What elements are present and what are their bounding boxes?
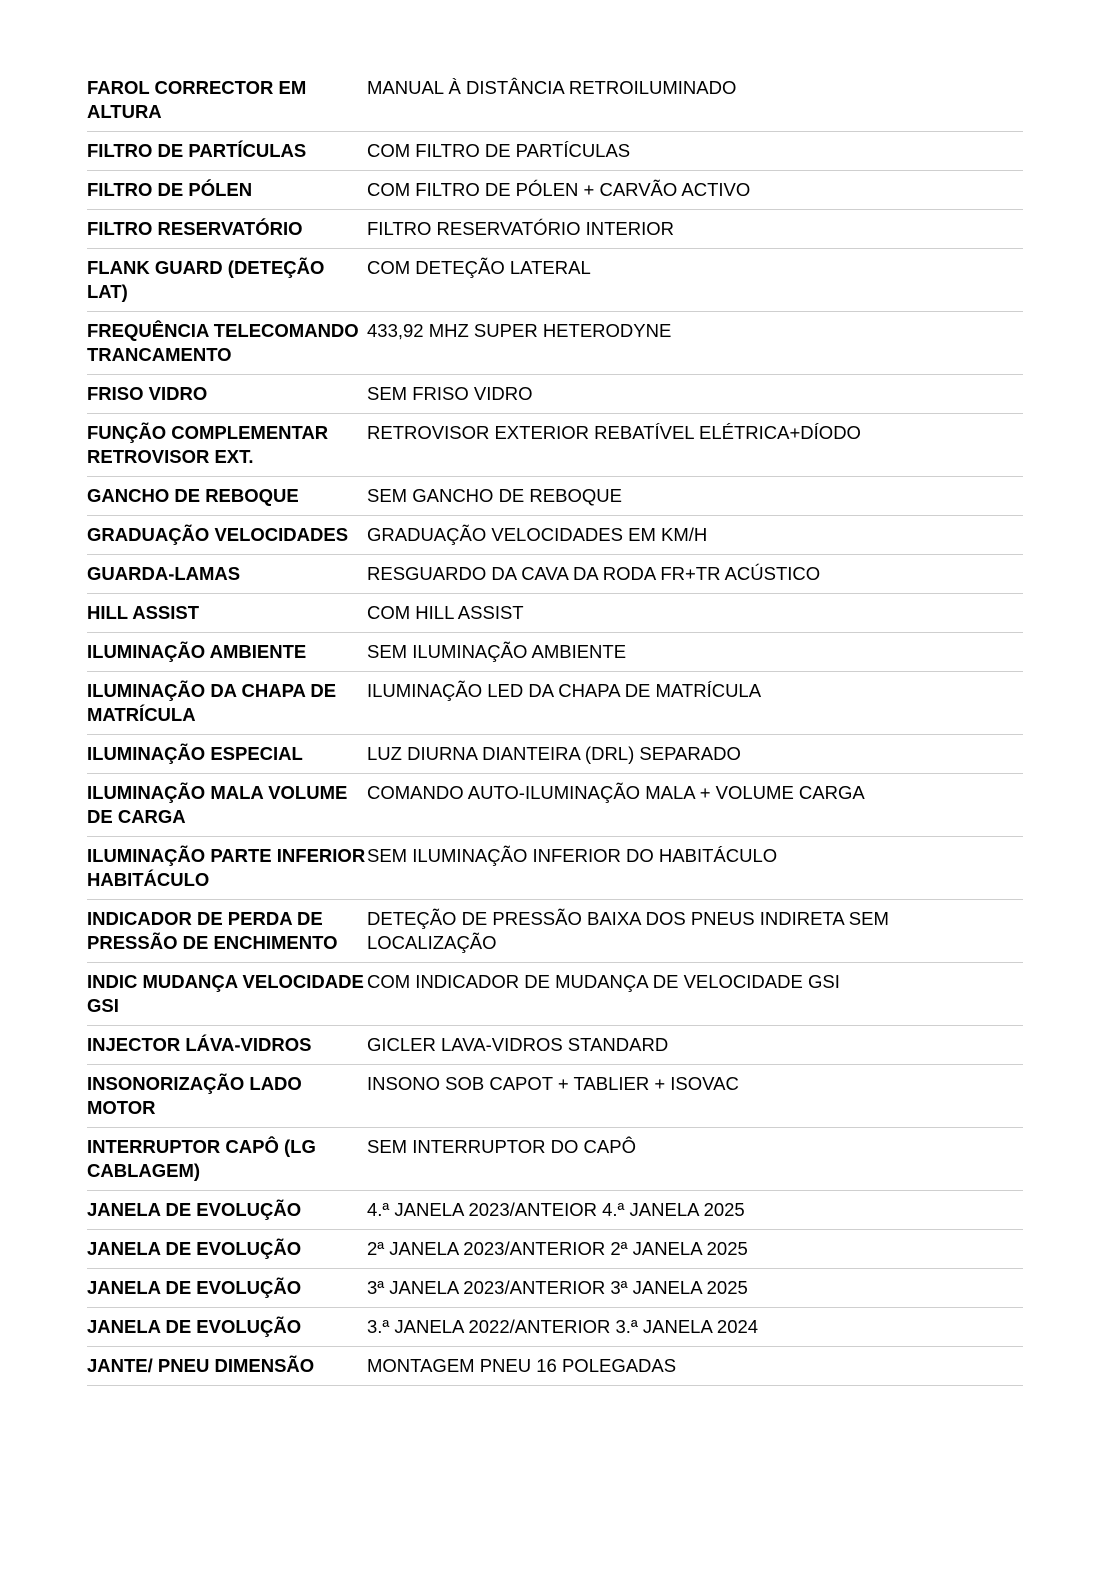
spec-value: SEM ILUMINAÇÃO AMBIENTE [367,641,627,662]
spec-value: 3ª JANELA 2023/ANTERIOR 3ª JANELA 2025 [367,1277,748,1298]
spec-row [87,638,1023,672]
spec-value: RESGUARDO DA CAVA DA RODA FR+TR ACÚSTICO [367,563,821,584]
spec-row [87,74,1023,132]
spec-label: FILTRO DE PÓLEN [87,179,253,200]
spec-label: FAROL CORRECTOR EM ALTURA [87,77,307,122]
spec-label: JANELA DE EVOLUÇÃO [87,1277,302,1298]
spec-row [87,1070,1023,1128]
spec-value: SEM ILUMINAÇÃO INFERIOR DO HABITÁCULO [367,845,778,866]
spec-row [87,842,1023,900]
spec-value: COM FILTRO DE PÓLEN + CARVÃO ACTIVO [367,179,751,200]
spec-value: COM FILTRO DE PARTÍCULAS [367,140,631,161]
spec-label: FILTRO RESERVATÓRIO [87,218,303,239]
spec-label: HILL ASSIST [87,602,200,623]
spec-row [87,560,1023,594]
spec-value: INSONO SOB CAPOT + TABLIER + ISOVAC [367,1073,739,1094]
spec-label: INJECTOR LÁVA-VIDROS [87,1034,312,1055]
spec-label: ILUMINAÇÃO DA CHAPA DE MATRÍCULA [87,680,337,725]
spec-label: FILTRO DE PARTÍCULAS [87,140,307,161]
spec-value: FILTRO RESERVATÓRIO INTERIOR [367,218,674,239]
spec-label: JANELA DE EVOLUÇÃO [87,1316,302,1337]
spec-label: ILUMINAÇÃO AMBIENTE [87,641,307,662]
spec-value: MANUAL À DISTÂNCIA RETROILUMINADO [367,77,737,98]
spec-label: GRADUAÇÃO VELOCIDADES [87,524,349,545]
spec-value: RETROVISOR EXTERIOR REBATÍVEL ELÉTRICA+DÍODO [367,422,861,443]
spec-label: INSONORIZAÇÃO LADO MOTOR [87,1073,302,1118]
spec-label: INDIC MUDANÇA VELOCIDADE GSI [87,971,364,1016]
spec-label: FLANK GUARD (DETEÇÃO LAT) [87,257,325,302]
spec-value: SEM INTERRUPTOR DO CAPÔ [367,1136,636,1157]
spec-row [87,905,1023,963]
spec-row [87,677,1023,735]
spec-row [87,482,1023,516]
spec-label: ILUMINAÇÃO MALA VOLUME DE CARGA [87,782,348,827]
spec-row [87,1352,1023,1386]
spec-value: 2ª JANELA 2023/ANTERIOR 2ª JANELA 2025 [367,1238,748,1259]
spec-value: COM HILL ASSIST [367,602,524,623]
spec-label: ILUMINAÇÃO PARTE INFERIOR HABITÁCULO [87,845,366,890]
spec-row [87,1196,1023,1230]
spec-table [87,74,1023,1391]
spec-value: COM DETEÇÃO LATERAL [367,257,591,278]
spec-label: JANELA DE EVOLUÇÃO [87,1199,302,1220]
spec-label: GANCHO DE REBOQUE [87,485,299,506]
spec-value: DETEÇÃO DE PRESSÃO BAIXA DOS PNEUS INDIRETA SEM LOCALIZAÇÃO [367,908,889,953]
spec-row [87,1274,1023,1308]
spec-row [87,419,1023,477]
spec-value: MONTAGEM PNEU 16 POLEGADAS [367,1355,677,1376]
spec-label: ILUMINAÇÃO ESPECIAL [87,743,303,764]
spec-value: 4.ª JANELA 2023/ANTEIOR 4.ª JANELA 2025 [367,1199,745,1220]
spec-value: COMANDO AUTO-ILUMINAÇÃO MALA + VOLUME CARGA [367,782,865,803]
spec-row [87,1133,1023,1191]
spec-row [87,521,1023,555]
spec-value: 3.ª JANELA 2022/ANTERIOR 3.ª JANELA 2024 [367,1316,759,1337]
spec-row [87,1031,1023,1065]
spec-row [87,176,1023,210]
spec-row [87,254,1023,312]
spec-value: LUZ DIURNA DIANTEIRA (DRL) SEPARADO [367,743,741,764]
spec-row [87,1235,1023,1269]
spec-label: FREQUÊNCIA TELECOMANDO TRANCAMENTO [87,320,359,365]
spec-label: FUNÇÃO COMPLEMENTAR RETROVISOR EXT. [87,422,329,467]
spec-row [87,1313,1023,1347]
spec-label: GUARDA-LAMAS [87,563,241,584]
spec-row [87,779,1023,837]
spec-row [87,599,1023,633]
spec-value: ILUMINAÇÃO LED DA CHAPA DE MATRÍCULA [367,680,762,701]
spec-row [87,317,1023,375]
spec-label: FRISO VIDRO [87,383,208,404]
spec-label: INDICADOR DE PERDA DE PRESSÃO DE ENCHIMENTO [87,908,338,953]
spec-value: SEM FRISO VIDRO [367,383,533,404]
spec-row [87,968,1023,1026]
spec-label: JANTE/ PNEU DIMENSÃO [87,1355,315,1376]
spec-value: SEM GANCHO DE REBOQUE [367,485,622,506]
spec-label: INTERRUPTOR CAPÔ (LG CABLAGEM) [87,1136,316,1181]
spec-row [87,137,1023,171]
spec-value: COM INDICADOR DE MUDANÇA DE VELOCIDADE GSI [367,971,840,992]
spec-value: 433,92 MHZ SUPER HETERODYNE [367,320,672,341]
spec-row [87,380,1023,414]
spec-value: GICLER LAVA-VIDROS STANDARD [367,1034,669,1055]
spec-row [87,740,1023,774]
spec-label: JANELA DE EVOLUÇÃO [87,1238,302,1259]
spec-row [87,215,1023,249]
spec-value: GRADUAÇÃO VELOCIDADES EM KM/H [367,524,708,545]
